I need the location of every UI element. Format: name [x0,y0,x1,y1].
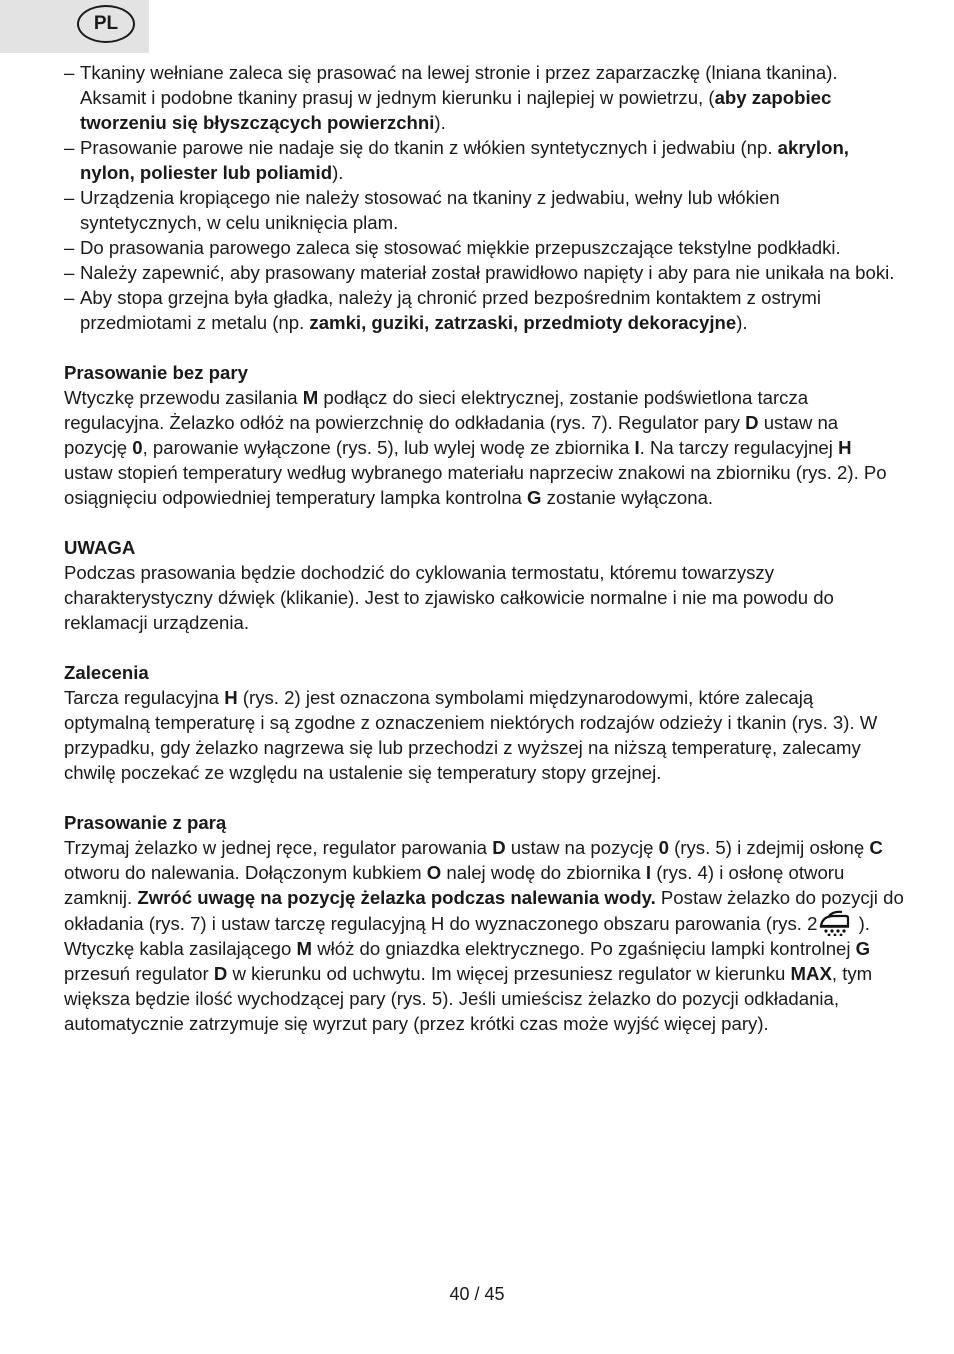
section-heading: Prasowanie z parą [64,812,227,833]
bold-text-run: H [838,437,852,458]
page-number: 40 / 45 [449,1284,505,1304]
section [64,360,904,510]
tip-item [64,260,904,285]
bold-text-run: H [224,687,238,708]
text-run: otworu do nalewania. Dołączonym kubkiem [64,862,427,883]
dash-bullet: – [64,62,75,83]
text-run: ). [332,162,344,183]
document-body [64,60,904,1036]
bold-text-run: G [855,938,871,959]
language-badge: PL [77,5,135,43]
text-run: podłącz do sieci elektrycznej, zostanie podświetlona tarcza regulacyjna. Żelazko odłóż na powierzchnię do odkładania (rys. 7). Regulator pary [64,387,809,433]
bold-text-run: O [426,862,442,883]
text-run: zostanie wyłączona. [541,487,714,508]
sections-container [64,360,904,1036]
bold-text-run: akrylon, nylon, poliester lub poliamid [80,137,849,183]
text-run: ustaw stopień temperatury według wybranego materiału naprzeciw znakowi na zbiorniku (rys. 2). Po osiągnięciu odpowiedniej temperatury lampka kontrolna [64,462,887,508]
text-run: ustaw na pozycję [505,837,659,858]
bold-text-run: G [527,487,542,508]
bold-text-run: 0 [658,837,669,858]
text-run: ). [736,312,748,333]
dash-bullet: – [64,137,75,158]
text-run: (rys. 2) jest oznaczona symbolami międzynarodowymi, które zalecają optymalną temperaturę i są zgodne z oznaczeniem niektórych rodzajów odzieży i tkanin (rys. 3). W przypadku, gdy żelazko nagrzewa się lub przechodzi z wyższej na niższą temperaturę, zalecamy chwilę poczekać ze względu na ustalenie się temperatury stopy grzejnej. [64,687,878,783]
text-run: . Na tarczy regulacyjnej [639,437,839,458]
text-run: Prasowanie parowe nie nadaje się do tkanin z włókien syntetycznych i jedwabiu (np. [80,137,778,158]
text-run: Do prasowania parowego zaleca się stosować miękkie przepuszczające tekstylne podkładki. [80,237,841,258]
bold-text-run: D [492,837,506,858]
text-run: (rys. 5) i zdejmij osłonę [668,837,870,858]
section-paragraph [64,685,904,785]
text-run: ustaw na pozycję [64,412,839,458]
bold-text-run: MAX [790,963,832,984]
section [64,660,904,785]
text-run: Tkaniny wełniane zaleca się prasować na lewej stronie i przez zaparzaczkę (lniana tkanina). Aksamit i podobne tkaniny prasuj w jednym kierunku i najlepiej w powietrzu, ( [80,62,838,108]
text-run: ). Wtyczkę kabla zasilającego [64,913,870,959]
text-run: Podczas prasowania będzie dochodzić do cyklowania termostatu, któremu towarzyszy charakterystyczny dźwięk (klikanie). Jest to zjawisko całkowicie normalne i nie ma powodu do reklamacji urządzenia. [64,562,834,633]
text-run: włóż do gniazdka elektrycznego. Po zgaśnięciu lampki kontrolnej [312,938,856,959]
section-paragraph [64,560,904,635]
section-heading: Prasowanie bez pary [64,362,248,383]
bold-text-run: M [302,387,319,408]
bold-text-run: D [745,412,759,433]
dash-bullet: – [64,237,75,258]
tips-list [64,60,904,335]
dash-bullet: – [64,187,75,208]
text-run: , parowanie wyłączone (rys. 5), lub wylej wodę ze zbiornika [142,437,635,458]
text-run: Postaw żelazko do pozycji do okładania (rys. 7) i ustaw tarczę regulacyjną H do wyznaczonego obszaru parowania (rys. 2 [64,887,904,934]
bold-text-run: D [213,963,228,984]
text-run: Wtyczkę przewodu zasilania [64,387,303,408]
text-run: , tym większa będzie ilość wychodzącej pary (rys. 5). Jeśli umieścisz żelazko do pozycji odkładania, automatycznie zatrzymuje się wyrzut pary (przez krótki czas może wyjść więcej pary). [64,963,873,1034]
bold-text-run: Zwróć uwagę na pozycję żelazka podczas nalewania wody. [137,887,656,908]
section [64,535,904,635]
text-run: (rys. 4) i osłonę otworu zamknij. [64,862,845,908]
text-run: przesuń regulator [64,963,214,984]
section-paragraph [64,385,904,510]
text-run: nalej wodę do zbiornika [441,862,646,883]
text-run: Tarcza regulacyjna [64,687,225,708]
section-paragraph [64,835,904,1036]
text-run: Należy zapewnić, aby prasowany materiał został prawidłowo napięty i aby para nie unikała na boki. [80,262,895,283]
section [64,810,904,1036]
tip-item [64,135,904,185]
bold-text-run: zamki, guziki, zatrzaski, przedmioty dekoracyjne [309,312,737,333]
bold-text-run: aby zapobiec tworzeniu się błyszczących powierzchni [80,87,832,133]
tip-item [64,235,904,260]
bold-text-run: 0 [132,437,143,458]
section-heading: UWAGA [64,537,136,558]
tip-item [64,60,904,135]
text-run: ). [434,112,446,133]
text-run: w kierunku od uchwytu. Im więcej przesuniesz regulator w kierunku [227,963,791,984]
bold-text-run: I [634,437,640,458]
dash-bullet: – [64,287,75,308]
language-tab [0,0,149,53]
steam-iron-icon [818,910,852,936]
dash-bullet: – [64,262,75,283]
tip-item [64,285,904,335]
text-run: Trzymaj żelazko w jednej ręce, regulator parowania [64,837,493,858]
text-run: Urządzenia kropiącego nie należy stosować na tkaniny z jedwabiu, wełny lub włókien syntetycznych, w celu uniknięcia plam. [80,187,780,233]
section-heading: Zalecenia [64,662,149,683]
bold-text-run: M [296,938,313,959]
bold-text-run: I [645,862,652,883]
text-run: Aby stopa grzejna była gładka, należy ją chronić przed bezpośrednim kontaktem z ostrymi przedmiotami z metalu (np. [80,287,822,333]
tip-item [64,185,904,235]
bold-text-run: C [869,837,883,858]
